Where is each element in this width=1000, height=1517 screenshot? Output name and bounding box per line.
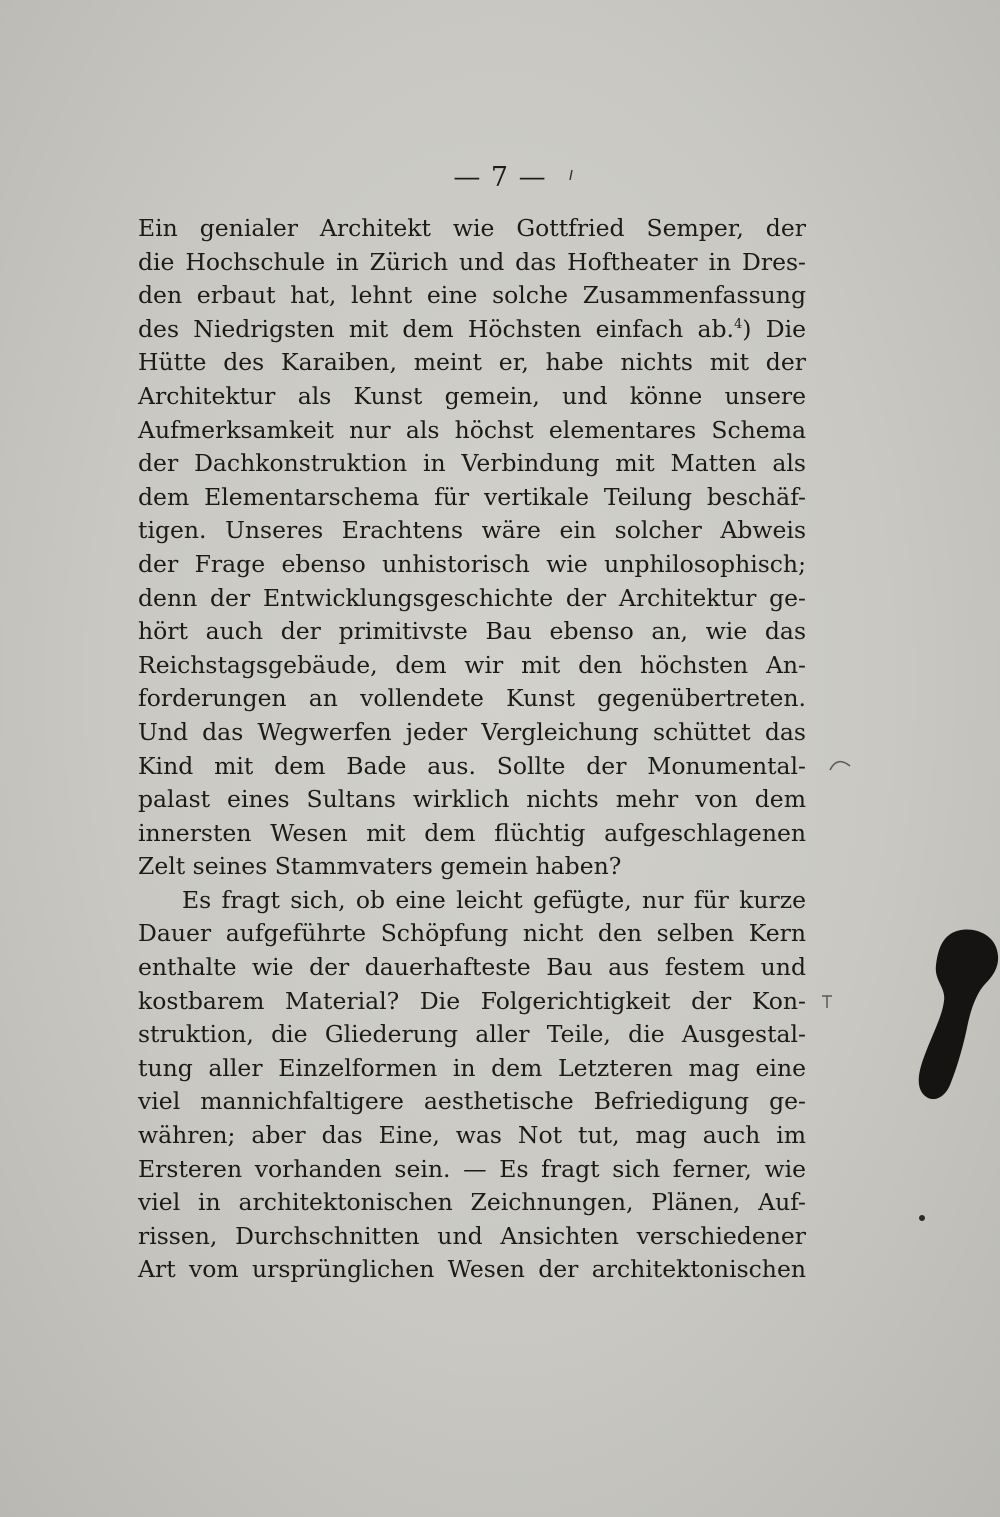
text-line: Architektur als Kunst gemein, und könne unsere <box>138 381 806 410</box>
footnote-reference: 4 <box>734 316 743 332</box>
text-line: viel mannichfaltigere aesthetische Befriedigung ge- <box>138 1087 806 1116</box>
text-line: Ersteren vorhanden sein. — Es fragt sich ferner, wie <box>138 1154 806 1183</box>
text-line: Aufmerksamkeit nur als höchst elementares Schema <box>138 415 806 444</box>
text-segment: ) Die <box>742 314 806 343</box>
ink-blot <box>912 925 1000 1105</box>
text-line: denn der Entwicklungsgeschichte der Architektur ge- <box>138 583 806 612</box>
text-line: der Frage ebenso unhistorisch wie unphilosophisch; <box>138 549 806 578</box>
text-line: der Dachkonstruktion in Verbindung mit Matten als <box>138 449 806 478</box>
text-line: struktion, die Gliederung aller Teile, die Ausgestal- <box>138 1020 806 1049</box>
text-segment: des Niedrigsten mit dem Höchsten einfach ab. <box>138 314 735 343</box>
text-line: innersten Wesen mit dem flüchtig aufgeschlagenen <box>138 818 806 847</box>
text-line: enthalte wie der dauerhafteste Bau aus festem und <box>138 953 806 982</box>
text-line: forderungen an vollendete Kunst gegenübertreten. <box>138 684 806 713</box>
text-line: Dauer aufgeführte Schöpfung nicht den selben Kern <box>138 919 806 948</box>
text-line: Hütte des Karaiben, meint er, habe nichts mit der <box>138 348 806 377</box>
body-text <box>138 212 806 1287</box>
text-line: die Hochschule in Zürich und das Hoftheater in Dres- <box>138 247 806 276</box>
text-line: Reichstagsgebäude, dem wir mit den höchsten An- <box>138 650 806 679</box>
text-line: Art vom ursprünglichen Wesen der architektonischen <box>138 1255 806 1284</box>
stray-mark <box>918 1214 926 1222</box>
page-number: — 7 — <box>453 162 547 193</box>
paragraph-2 <box>138 884 806 1287</box>
text-line: Zelt seines Stammvaters gemein haben? <box>138 852 622 881</box>
text-line: dem Elementarschema für vertikale Teilung beschäf- <box>138 482 806 511</box>
text-line: Und das Wegwerfen jeder Vergleichung schüttet das <box>138 717 806 746</box>
text-line: währen; aber das Eine, was Not tut, mag auch im <box>138 1121 806 1150</box>
stray-mark <box>566 168 576 182</box>
text-line: rissen, Durchschnitten und Ansichten verschiedener <box>138 1221 806 1250</box>
text-line: hört auch der primitivste Bau ebenso an, wie das <box>138 617 806 646</box>
text-line: palast eines Sultans wirklich nichts mehr von dem <box>138 785 806 814</box>
text-line: tigen. Unseres Erachtens wäre ein solcher Abweis <box>138 516 806 545</box>
text-line: tung aller Einzelformen in dem Letzteren mag eine <box>138 1053 806 1082</box>
text-line: kostbarem Material? Die Folgerichtigkeit der Kon- <box>138 986 806 1015</box>
text-line: Es fragt sich, ob eine leicht gefügte, nur für kurze <box>182 885 806 914</box>
text-line: viel in architektonischen Zeichnungen, Plänen, Auf- <box>138 1188 806 1217</box>
stray-mark <box>820 992 834 1010</box>
text-line: Ein genialer Architekt wie Gottfried Semper, der <box>138 214 806 242</box>
text-line-with-footnote <box>138 313 806 347</box>
text-line: Kind mit dem Bade aus. Sollte der Monumental- <box>138 751 806 780</box>
paragraph-1 <box>138 212 806 884</box>
text-line: den erbaut hat, lehnt eine solche Zusammenfassung <box>138 281 806 310</box>
stray-mark <box>828 756 852 774</box>
